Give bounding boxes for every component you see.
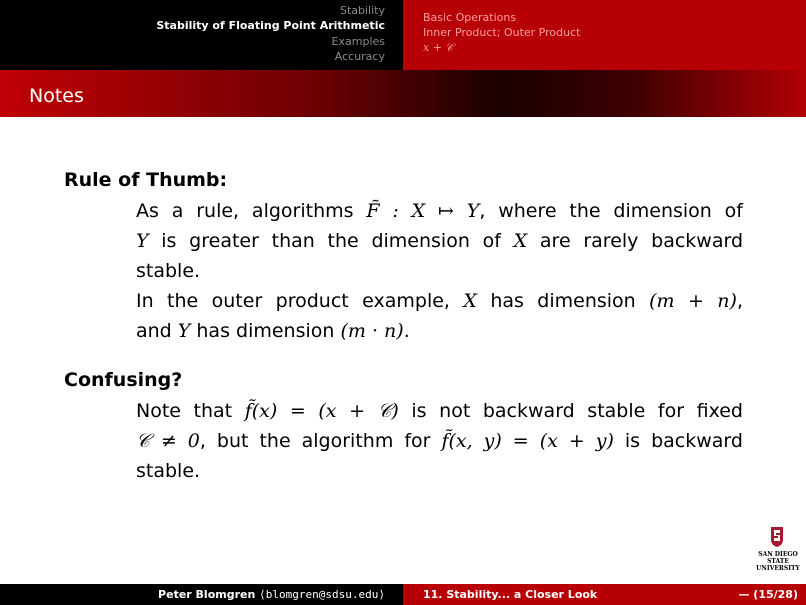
math-span: (m + n) xyxy=(649,290,737,312)
text-line xyxy=(136,289,743,313)
text-span: is not backward stable for fixed xyxy=(411,400,743,422)
text-line xyxy=(136,259,743,283)
logo-line: SAN DIEGO STATE xyxy=(758,551,798,565)
block-title-rule-of-thumb: Rule of Thumb: xyxy=(64,169,228,191)
text-span: stable. xyxy=(136,260,201,282)
footer-talk-title: 11. Stability... a Closer Look xyxy=(423,588,598,601)
nav-section-floating-point[interactable]: Stability of Floating Point Arithmetic xyxy=(156,19,385,32)
footer-author xyxy=(158,588,385,602)
math-span: f̃(x) = (x + 𝒞) xyxy=(244,400,399,422)
text-line xyxy=(136,319,743,343)
author-name: Peter Blomgren xyxy=(158,588,256,601)
text-span: has dimension xyxy=(490,290,636,312)
nav-section-examples[interactable]: Examples xyxy=(331,35,385,48)
nav-section-accuracy[interactable]: Accuracy xyxy=(334,50,385,63)
math-span: X xyxy=(463,290,477,312)
text-line xyxy=(136,229,743,253)
slide-content xyxy=(0,117,806,580)
text-line xyxy=(136,399,743,423)
math-span: f̃(x, y) = (x + y) xyxy=(441,430,614,452)
frame-title-bar xyxy=(0,70,806,117)
text-span: . xyxy=(403,320,410,342)
frame-title: Notes xyxy=(29,85,84,107)
text-line xyxy=(136,199,743,223)
math-span: Y xyxy=(177,320,191,342)
text-span: has dimension xyxy=(196,320,335,342)
nav-subsection-inner-outer-product[interactable]: Inner Product; Outer Product xyxy=(423,26,581,39)
text-span: , but the algorithm for xyxy=(199,430,431,452)
text-line xyxy=(136,429,743,453)
block-title-confusing: Confusing? xyxy=(64,369,183,391)
text-span: is greater than the dimension of xyxy=(161,230,501,252)
logo-line: UNIVERSITY xyxy=(756,565,800,572)
section-nav xyxy=(0,0,403,70)
text-span: is backward xyxy=(624,430,743,452)
sdsu-shield-icon xyxy=(770,527,784,547)
text-span: In the outer product example, xyxy=(136,290,450,312)
text-span: As a rule, algorithms xyxy=(136,200,354,222)
header-bar xyxy=(0,0,806,70)
nav-subsection-basic-operations[interactable]: Basic Operations xyxy=(423,11,517,24)
math-span: X xyxy=(513,230,528,252)
math-span: Y xyxy=(136,230,149,252)
text-span: Note that xyxy=(136,400,233,422)
nav-subsection-x-plus-c[interactable]: x + 𝒞 xyxy=(423,41,454,54)
author-email: ⟨blomgren@sdsu.edu⟩ xyxy=(259,588,385,601)
text-span: stable. xyxy=(136,460,201,482)
footer-page-number: — (15/28) xyxy=(738,588,798,601)
nav-section-stability[interactable]: Stability xyxy=(339,4,385,17)
text-span: are rarely backward xyxy=(539,230,744,252)
footer-right xyxy=(403,584,806,605)
math-span: F̃ : X ↦ Y xyxy=(366,200,480,222)
text-span: and xyxy=(136,320,172,342)
university-logo xyxy=(750,527,806,572)
text-span: , xyxy=(736,290,743,312)
subsection-nav xyxy=(403,0,806,70)
footer-left xyxy=(0,584,403,605)
math-span: (m · n) xyxy=(340,320,404,342)
logo-wordmark xyxy=(750,551,806,572)
math-span: 𝒞 ≠ 0 xyxy=(136,430,200,452)
text-line xyxy=(136,459,743,483)
text-span: , where the dimension of xyxy=(479,200,743,222)
